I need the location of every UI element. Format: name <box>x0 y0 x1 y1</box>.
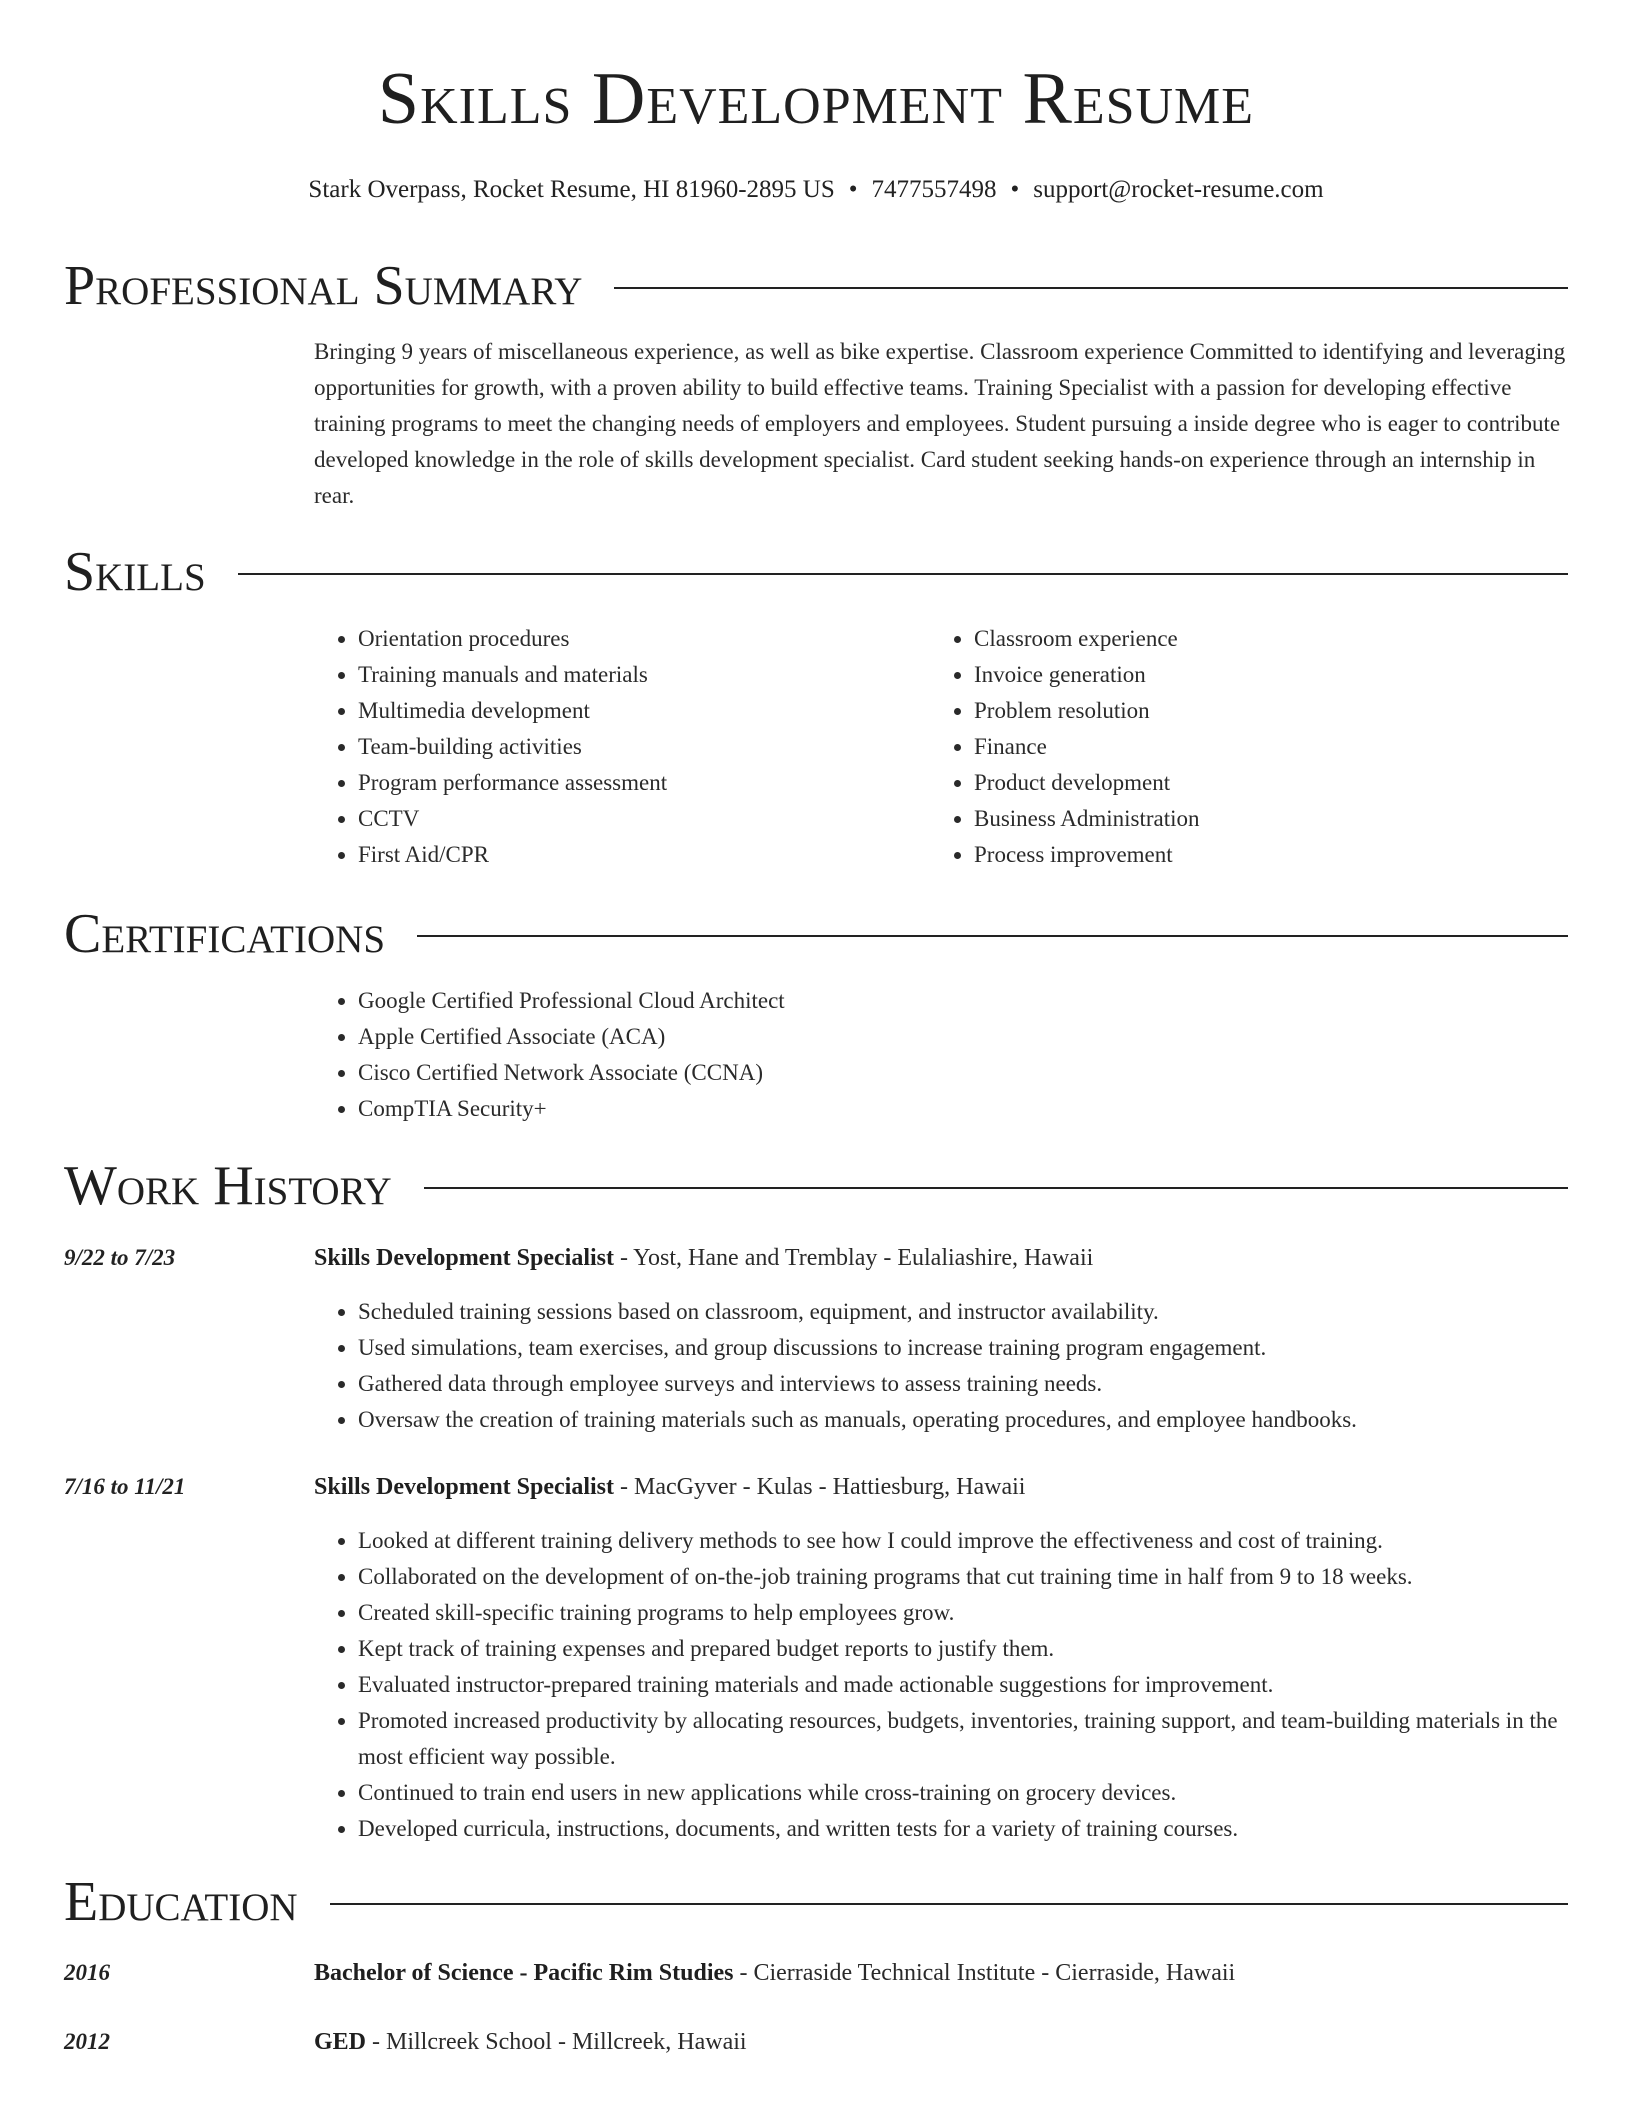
education-detail <box>314 1955 1568 1991</box>
certification-item: • CompTIA Security+ <box>358 1091 1568 1127</box>
work-section-header <box>64 1155 1568 1217</box>
education-school: - Millcreek School - Millcreek, Hawaii <box>366 2029 747 2055</box>
duty-item: • Evaluated instructor-prepared training materials and made actionable suggestions for improvement. <box>358 1667 1568 1703</box>
section-divider <box>330 1903 1568 1905</box>
education-degree: GED <box>314 2029 367 2055</box>
skill-item: • CCTV <box>358 801 930 837</box>
duty-item: • Used simulations, team exercises, and group discussions to increase training program engagement. <box>358 1330 1568 1366</box>
contact-address: Stark Overpass, Rocket Resume, HI 81960-2895 US <box>308 176 835 203</box>
education-heading: Education <box>64 1871 298 1933</box>
duty-item: • Collaborated on the development of on-the-job training programs that cut training time in half from 9 to 18 weeks. <box>358 1559 1568 1595</box>
job-dates: 7/16 to 11/21 <box>64 1474 186 1499</box>
duty-item: • Kept track of training expenses and prepared budget reports to justify them. <box>358 1631 1568 1667</box>
duty-item: • Looked at different training delivery methods to see how I could improve the effectiveness and cost of training. <box>358 1523 1568 1559</box>
job-title: Skills Development Specialist <box>314 1474 615 1500</box>
skill-item: • Orientation procedures <box>358 621 930 657</box>
job-duties <box>314 1523 1568 1847</box>
skill-item: • Process improvement <box>974 837 1546 873</box>
skill-item: • Training manuals and materials <box>358 657 930 693</box>
section-divider <box>238 573 1568 575</box>
contact-separator: • <box>1010 176 1020 203</box>
education-year: 2012 <box>64 2029 110 2054</box>
education-degree: Bachelor of Science - Pacific Rim Studies <box>314 1960 734 1986</box>
skill-item: • Classroom experience <box>974 621 1546 657</box>
contact-phone: 7477557498 <box>871 176 997 203</box>
certification-item: • Cisco Certified Network Associate (CCNA) <box>358 1055 1568 1091</box>
skill-item: • Program performance assessment <box>358 765 930 801</box>
skill-item: • Finance <box>974 729 1546 765</box>
skill-item: • Multimedia development <box>358 693 930 729</box>
certifications-section-header <box>64 903 1568 965</box>
summary-section-header <box>64 255 1568 317</box>
contact-line <box>64 175 1568 205</box>
certification-item: • Google Certified Professional Cloud Architect <box>358 983 1568 1019</box>
duty-item: • Created skill-specific training programs to help employees grow. <box>358 1595 1568 1631</box>
summary-heading: Professional Summary <box>64 255 583 317</box>
skill-item: • Problem resolution <box>974 693 1546 729</box>
summary-text: Bringing 9 years of miscellaneous experience, as well as bike expertise. Classroom experience Committed to identifying and leveraging opportunities for growth, with a proven ability to build effective teams. Training Specialist with a passion for developing effective training programs to meet the changing needs of employers and employees. Student pursuing a inside degree who is eager to contribute developed knowledge in the role of skills development specialist. Card student seeking hands-on experience through an internship in rear. <box>314 339 1566 508</box>
education-school: - Cierraside Technical Institute - Cierraside, Hawaii <box>733 1960 1236 1986</box>
skills-heading: Skills <box>64 541 206 603</box>
skills-column-left <box>314 621 930 873</box>
skills-column-right <box>930 621 1546 873</box>
skill-item: • Invoice generation <box>974 657 1546 693</box>
section-divider <box>417 935 1568 937</box>
certifications-block <box>314 983 1568 1127</box>
job-dates: 9/22 to 7/23 <box>64 1245 176 1270</box>
skills-block <box>314 621 1568 873</box>
resume-title: Skills Development Resume <box>377 58 1255 140</box>
duty-item: • Continued to train end users in new applications while cross-training on grocery devices. <box>358 1775 1568 1811</box>
contact-email: support@rocket-resume.com <box>1033 176 1324 203</box>
education-detail <box>314 2024 1568 2060</box>
certifications-heading: Certifications <box>64 903 386 965</box>
job-duties <box>314 1294 1568 1438</box>
certification-item: • Apple Certified Associate (ACA) <box>358 1019 1568 1055</box>
contact-separator: • <box>848 176 858 203</box>
job-role <box>314 1469 1568 1505</box>
job-employer: - Yost, Hane and Tremblay - Eulaliashire, Hawaii <box>614 1245 1094 1271</box>
job-role <box>314 1240 1568 1276</box>
duty-item: • Oversaw the creation of training materials such as manuals, operating procedures, and employee handbooks. <box>358 1402 1568 1438</box>
skill-item: • Business Administration <box>974 801 1546 837</box>
education-year: 2016 <box>64 1960 110 1985</box>
job-employer: - MacGyver - Kulas - Hattiesburg, Hawaii <box>614 1474 1026 1500</box>
summary-block <box>314 334 1568 514</box>
duty-item: • Scheduled training sessions based on classroom, equipment, and instructor availability. <box>358 1294 1568 1330</box>
skill-item: • First Aid/CPR <box>358 837 930 873</box>
duty-item: • Gathered data through employee surveys and interviews to assess training needs. <box>358 1366 1568 1402</box>
section-divider <box>614 287 1568 289</box>
duty-item: • Developed curricula, instructions, documents, and written tests for a variety of training courses. <box>358 1811 1568 1847</box>
skill-item: • Team-building activities <box>358 729 930 765</box>
work-heading: Work History <box>64 1155 392 1217</box>
job-title: Skills Development Specialist <box>314 1245 615 1271</box>
skill-item: • Product development <box>974 765 1546 801</box>
section-divider <box>424 1187 1568 1189</box>
education-section-header <box>64 1871 1568 1933</box>
skills-section-header <box>64 541 1568 603</box>
duty-item: • Promoted increased productivity by allocating resources, budgets, inventories, training support, and team-building materials in the most efficient way possible. <box>358 1703 1568 1775</box>
